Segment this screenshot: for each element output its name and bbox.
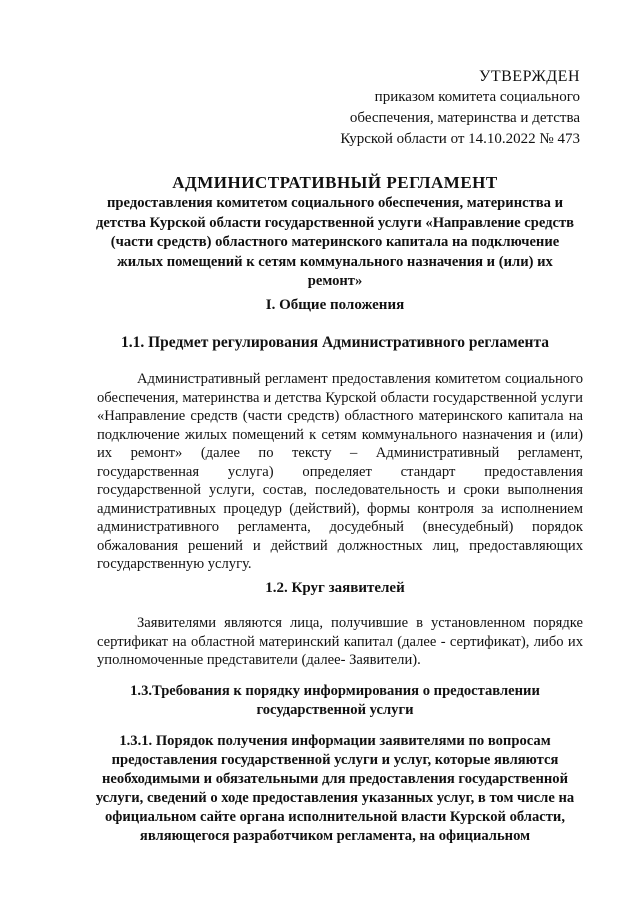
section-text-1-1: Административный регламент предоставления комитетом социального обеспечения, материнства и детства Курской области государственной услуги «Направление средств (части средств) областного материнского капитала на подключение жилых помещений к сетям коммунального назначения и (или) их ремонт» (далее по тексту – Административный регламент, государственная услуга) определяет стандарт предоставления государственной услуги, состав, последовательность и сроки выполнения административных процедур (действий), формы контроля за исполнением административного регламента, досудебный (внесудебный) порядок обжалования решений и действий должностных лиц, предоставляющих государственную услугу. (97, 371, 583, 572)
approval-line: приказом комитета социального (374, 89, 580, 105)
section-heading-1-3-1: 1.3.1. Порядок получения информации заявителями по вопросам предоставления государственной услуги и услуг, которые являются необходимыми и обязательными для предоставления государственной услуги, сведений о ходе предоставления указанных услуг, в том числе на официальном сайте органа исполнительной власти Курской области, являющегося разработчиком регламента, на официальном (95, 733, 575, 844)
approval-line: Курской области от 14.10.2022 № 473 (340, 131, 580, 147)
approval-line: обеспечения, материнства и детства (349, 110, 580, 126)
section-heading-1: I. Общие положения (265, 297, 405, 313)
document-subtitle: предоставления комитетом социального обеспечения, материнства и детства Курской области государственной услуги «Направление средств (части средств) областного материнского капитала на подключение жилых помещений к сетям коммунального назначения и (или) их ремонт» (95, 195, 575, 289)
section-heading-1-3: 1.3.Требования к порядку информирования о предоставлении государственной услуги (130, 683, 540, 718)
section-heading-1-2: 1.2. Круг заявителей (265, 580, 405, 596)
approval-stamp (340, 66, 580, 150)
document-title: АДМИНИСТРАТИВНЫЙ РЕГЛАМЕНТ (172, 173, 498, 192)
section-text-1-2: Заявителями являются лица, получившие в установленном порядке сертификат на областной материнский капитал (далее - сертификат), либо их уполномоченные представители (далее- Заявители). (97, 615, 583, 668)
section-heading-1-1: 1.1. Предмет регулирования Административного регламента (120, 334, 550, 351)
approval-heading: УТВЕРЖДЕН (479, 68, 580, 85)
